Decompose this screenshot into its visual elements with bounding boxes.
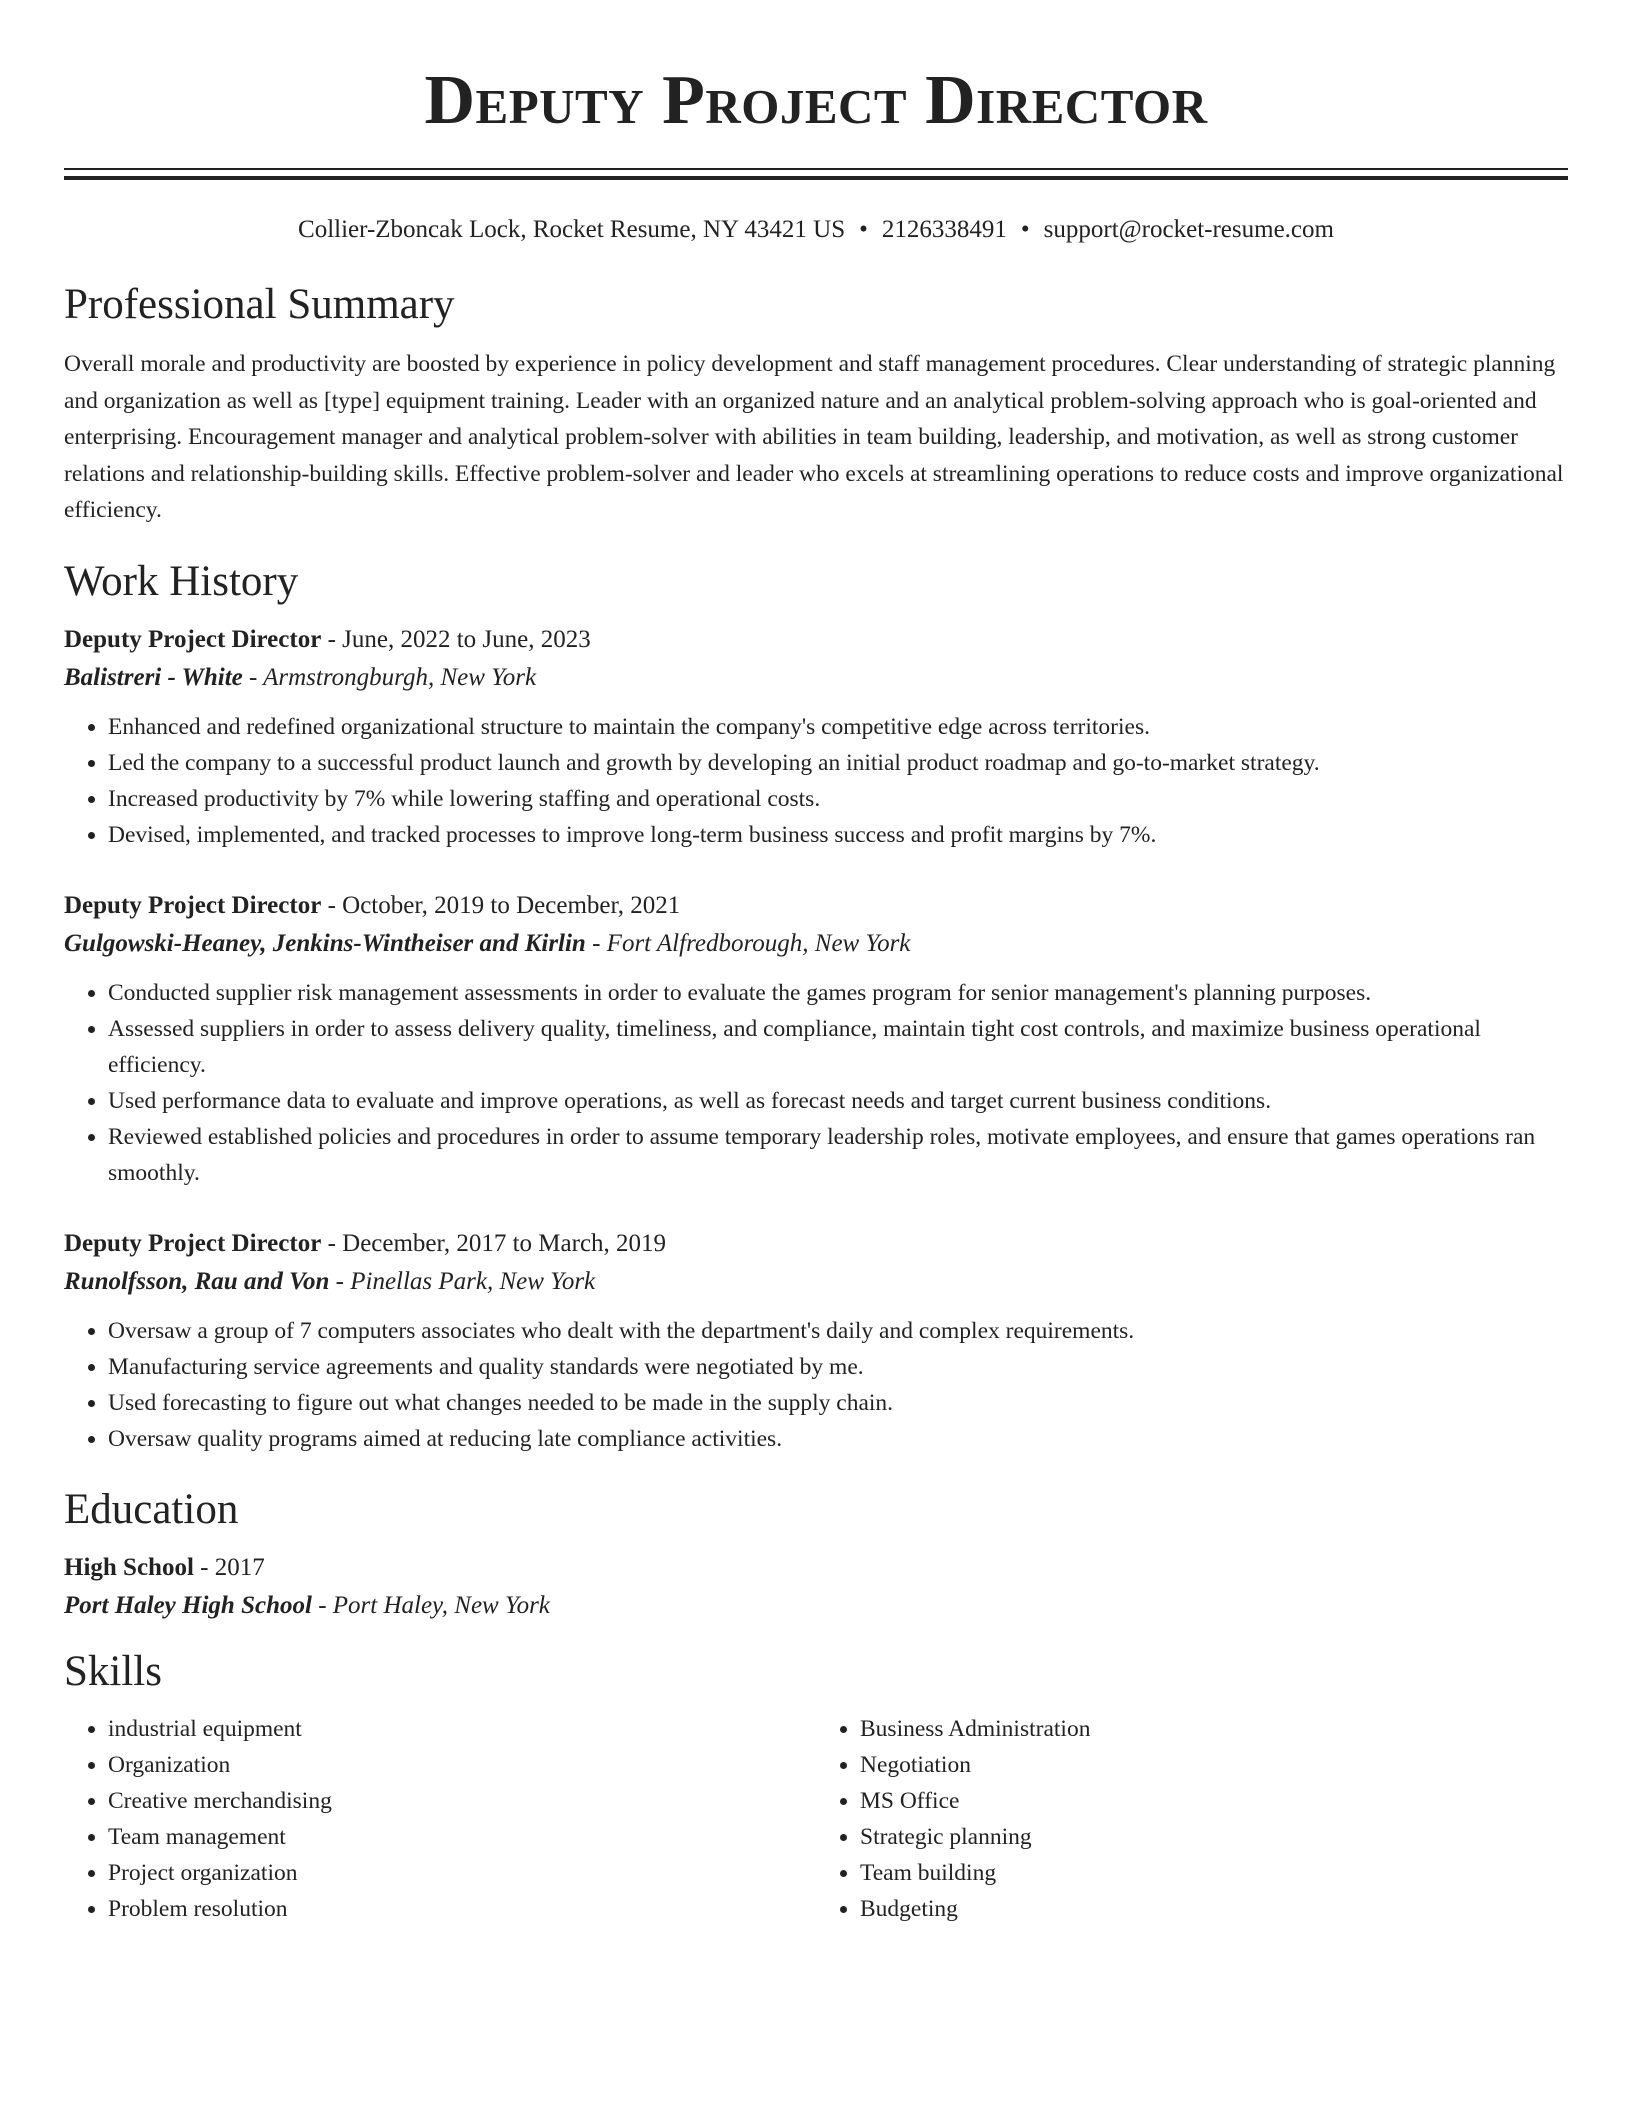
skill-item: • Budgeting	[860, 1891, 1568, 1927]
job-title-line	[64, 621, 1568, 659]
work-history-heading: Work History	[64, 557, 299, 605]
skill-item: • Strategic planning	[860, 1819, 1568, 1855]
skill-item: • Creative merchandising	[108, 1783, 816, 1819]
job-dates: - October, 2019 to December, 2021	[321, 891, 681, 919]
school-location: - Port Haley, New York	[311, 1591, 550, 1619]
contact-email: support@rocket-resume.com	[1043, 216, 1334, 243]
company-line	[64, 925, 1568, 963]
job-title: Deputy Project Director	[64, 625, 322, 653]
job-dates: - December, 2017 to March, 2019	[321, 1229, 667, 1257]
job-title-line	[64, 887, 1568, 925]
job-bullets	[64, 709, 1568, 853]
list-item: • Oversaw a group of 7 computers associates who dealt with the department's daily and complex requirements.	[108, 1313, 1568, 1349]
job-entry	[64, 887, 1568, 1191]
company-line	[64, 1263, 1568, 1301]
list-item: • Used forecasting to figure out what changes needed to be made in the supply chain.	[108, 1385, 1568, 1421]
skill-item: • Project organization	[108, 1855, 816, 1891]
degree: High School	[64, 1553, 194, 1581]
company-line	[64, 659, 1568, 697]
list-item: • Increased productivity by 7% while lowering staffing and operational costs.	[108, 781, 1568, 817]
job-dates: - June, 2022 to June, 2023	[321, 625, 591, 653]
job-title: Deputy Project Director	[64, 1229, 322, 1257]
skill-item: • Business Administration	[860, 1711, 1568, 1747]
school-name: Port Haley High School	[64, 1591, 312, 1619]
company-name: Gulgowski-Heaney, Jenkins-Wintheiser and Kirlin	[64, 929, 586, 957]
degree-line	[64, 1549, 1568, 1587]
skills-column-right	[816, 1711, 1568, 1927]
job-title: Deputy Project Director	[64, 891, 322, 919]
list-item: • Used performance data to evaluate and improve operations, as well as forecast needs and target current business conditions.	[108, 1083, 1568, 1119]
job-title-line	[64, 1225, 1568, 1263]
skill-item: • Negotiation	[860, 1747, 1568, 1783]
summary-heading: Professional Summary	[64, 281, 455, 328]
list-item: • Manufacturing service agreements and quality standards were negotiated by me.	[108, 1349, 1568, 1385]
list-item: • Led the company to a successful product launch and growth by developing an initial product roadmap and go-to-market strategy.	[108, 745, 1568, 781]
list-item: • Conducted supplier risk management assessments in order to evaluate the games program for senior management's planning purposes.	[108, 975, 1568, 1011]
graduation-year: - 2017	[193, 1553, 265, 1581]
summary-text: Overall morale and productivity are boosted by experience in policy development and staff management procedures. Clear understanding of strategic planning and organization as well as [type] equipment training. Leader with an organized nature and an analytical problem-solving approach who is goal-oriented and enterprising. Encouragement manager and analytical problem-solver with abilities in team building, leadership, and motivation, as well as strong customer relations and relationship-building skills. Effective problem-solver and leader who excels at streamlining operations to reduce costs and improve organizational efficiency.	[64, 351, 1564, 523]
skills-list	[64, 1711, 1568, 1927]
list-item: • Reviewed established policies and procedures in order to assume temporary leadership roles, motivate employees, and ensure that games operations ran smoothly.	[108, 1119, 1568, 1191]
page-title: Deputy Project Director	[424, 62, 1208, 139]
contact-separator: •	[859, 216, 868, 243]
job-bullets	[64, 1313, 1568, 1457]
company-location: - Fort Alfredborough, New York	[585, 929, 911, 957]
list-item: • Assessed suppliers in order to assess delivery quality, timeliness, and compliance, maintain tight cost controls, and maximize business operational efficiency.	[108, 1011, 1568, 1083]
skill-item: • Problem resolution	[108, 1891, 816, 1927]
contact-address: Collier-Zboncak Lock, Rocket Resume, NY 43421 US	[298, 216, 846, 243]
skills-column-left	[64, 1711, 816, 1927]
company-name: Runolfsson, Rau and Von	[64, 1267, 330, 1295]
list-item: • Oversaw quality programs aimed at reducing late compliance activities.	[108, 1421, 1568, 1457]
job-entry	[64, 621, 1568, 853]
school-line	[64, 1587, 1568, 1625]
contact-line	[64, 214, 1568, 246]
education-heading: Education	[64, 1485, 239, 1533]
job-bullets	[64, 975, 1568, 1191]
company-location: - Pinellas Park, New York	[329, 1267, 596, 1295]
company-location: - Armstrongburgh, New York	[242, 663, 537, 691]
skill-item: • MS Office	[860, 1783, 1568, 1819]
skill-item: • Team building	[860, 1855, 1568, 1891]
company-name: Balistreri - White	[64, 663, 243, 691]
list-item: • Devised, implemented, and tracked processes to improve long-term business success and profit margins by 7%.	[108, 817, 1568, 853]
education-entry	[64, 1549, 1568, 1625]
title-divider	[64, 168, 1568, 180]
list-item: • Enhanced and redefined organizational structure to maintain the company's competitive edge across territories.	[108, 709, 1568, 745]
contact-phone: 2126338491	[881, 216, 1007, 243]
job-entry	[64, 1225, 1568, 1457]
contact-separator: •	[1020, 216, 1030, 243]
skill-item: • industrial equipment	[108, 1711, 816, 1747]
skill-item: • Organization	[108, 1747, 816, 1783]
skill-item: • Team management	[108, 1819, 816, 1855]
skills-heading: Skills	[64, 1647, 162, 1695]
